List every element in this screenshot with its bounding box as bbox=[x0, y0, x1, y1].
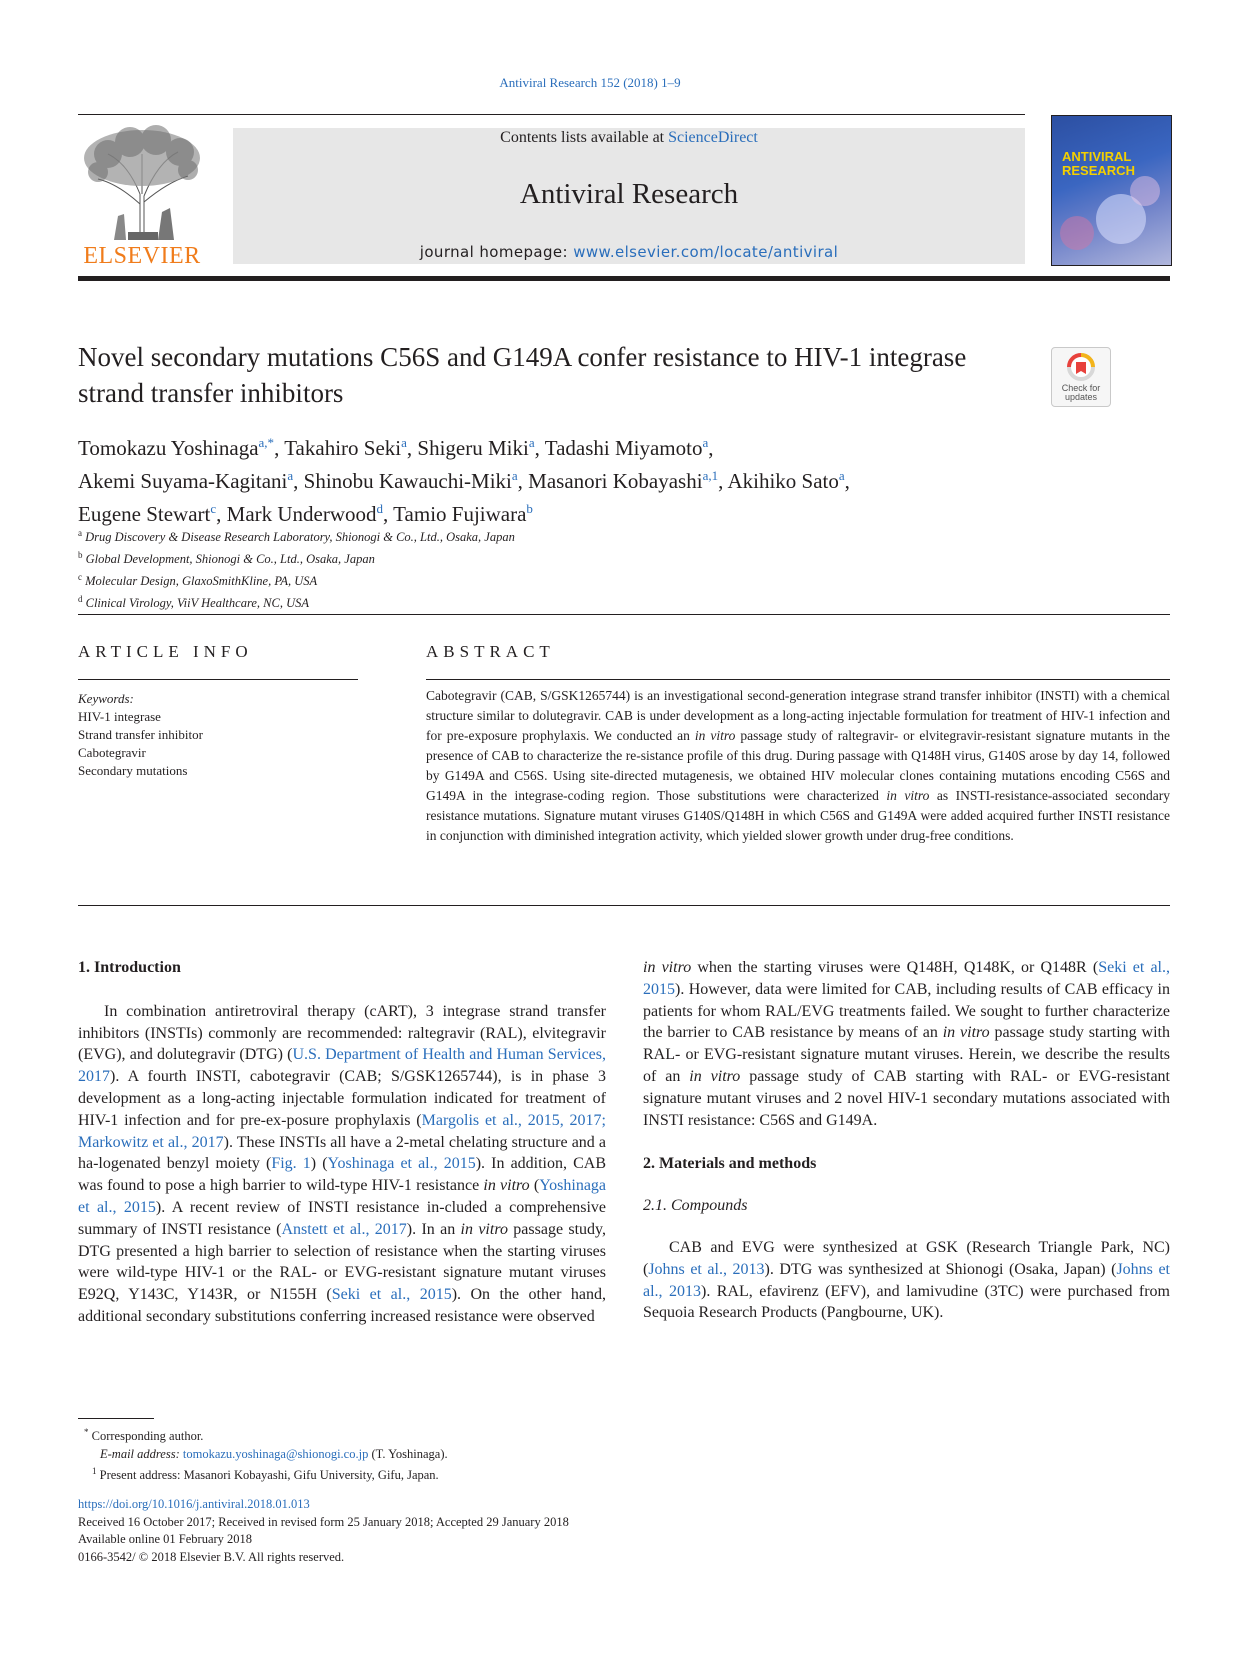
citation-link[interactable]: Anstett et al., 2017 bbox=[281, 1220, 407, 1238]
subsection-heading-compounds: 2.1. Compounds bbox=[643, 1197, 748, 1215]
doi-link[interactable]: https://doi.org/10.1016/j.antiviral.2018.01.013 bbox=[78, 1497, 310, 1511]
footnotes bbox=[78, 1424, 778, 1485]
keyword: Cabotegravir bbox=[78, 745, 146, 760]
intro-paragraph-continued: in vitro when the starting viruses were Q148H, Q148K, or Q148R (Seki et al., 2015). However, data were limited for CAB, including results of CAB efficacy in patients for whom RAL/EVG treatments failed. We sought to further characterize the barrier to CAB resistance by means of an in vitro passage study starting with RAL- or EVG-resistant signature mutant viruses. Herein, we describe the results of an in vitro passage study of CAB starting with RAL- or EVG-resistant signature mutant viruses and 2 novel HIV-1 secondary mutations associated with INSTI resistance: C56S and G149A. bbox=[643, 959, 1170, 1129]
author[interactable]: Masanori Kobayashi$^{a,1}$ bbox=[528, 468, 719, 493]
author[interactable]: Mark Underwood$^d$ bbox=[226, 501, 384, 526]
affiliation: $^c$ Molecular Design, GlaxoSmithKline, PA, USA bbox=[78, 572, 318, 589]
citation-link[interactable]: Margolis et al., 2015, 2017; Markowitz et al., 2017 bbox=[78, 1111, 606, 1151]
author[interactable]: Tamio Fujiwara$^b$ bbox=[393, 501, 533, 526]
footnote-present-address: $^1$ Present address: Masanori Kobayashi, Gifu University, Gifu, Japan. bbox=[92, 1466, 439, 1483]
section-heading-introduction: 1. Introduction bbox=[78, 959, 181, 976]
keyword: Strand transfer inhibitor bbox=[78, 727, 203, 742]
publication-info bbox=[78, 1496, 878, 1566]
intro-paragraph: In combination antiretroviral therapy (cART), 3 integrase strand transfer inhibitors (INSTIs) commonly are recommended: raltegravir (RAL), elvitegravir (EVG), and dolutegravir (DTG) (U.S. Department of Health and Human Services, 2017). A fourth INSTI, cabotegravir (CAB; S/GSK1265744), is in phase 3 development as a long-acting injectable formulation indicated for treatment of HIV-1 infection and for pre-ex-posure prophylaxis (Margolis et al., 2015, 2017; Markowitz et al., 2017). These INSTIs all have a 2-metal chelating structure and a ha-logenated benzyl moiety (Fig. 1) (Yoshinaga et al., 2015). In addition, CAB was found to pose a high barrier to wild-type HIV-1 resistance in vitro (Yoshinaga et al., 2015). A recent review of INSTI resistance in-cluded a comprehensive summary of INSTI resistance (Anstett et al., 2017). In an in vitro passage study, DTG presented a high barrier to selection of resistance when the starting viruses were wild-type HIV-1 or the RAL- or EVG-resistant signature mutant viruses E92Q, Y143C, Y143R, or N155H (Seki et al., 2015). On the other hand, additional secondary substitutions conferring increased resistance were observed bbox=[78, 1002, 607, 1325]
keywords-label: Keywords: bbox=[78, 691, 134, 706]
divider bbox=[78, 905, 1170, 906]
cover-virus-shape bbox=[1060, 216, 1094, 250]
divider bbox=[426, 679, 1170, 680]
cover-title: ANTIVIRAL RESEARCH bbox=[1062, 149, 1135, 178]
author[interactable]: Shinobu Kawauchi-Miki$^a$ bbox=[303, 468, 518, 493]
contents-prefix: Contents lists available at bbox=[500, 129, 669, 146]
divider bbox=[78, 614, 1170, 615]
cover-virus-shape bbox=[1130, 176, 1160, 206]
elsevier-logo[interactable] bbox=[78, 124, 206, 270]
citation-link[interactable]: Yoshinaga et al., 2015 bbox=[327, 1155, 476, 1173]
journal-title: Antiviral Research bbox=[519, 178, 739, 210]
author[interactable]: Akemi Suyama-Kagitani$^a$ bbox=[78, 468, 294, 493]
footnote-email: E-mail address: tomokazu.yoshinaga@shionogi.co.jp (T. Yoshinaga). bbox=[100, 1446, 448, 1461]
citation-link[interactable]: U.S. Department of Health and Human Services, 2017 bbox=[78, 1046, 607, 1086]
affiliation: $^d$ Clinical Virology, ViiV Healthcare, NC, USA bbox=[78, 594, 309, 611]
footnote-rule bbox=[78, 1418, 154, 1419]
email-link[interactable]: tomokazu.yoshinaga@shionogi.co.jp bbox=[182, 1446, 369, 1461]
figure-link[interactable]: Fig. 1 bbox=[271, 1155, 311, 1173]
citation-link[interactable]: Seki et al., 2015 bbox=[643, 959, 1170, 998]
footnote-corresponding: * Corresponding author. bbox=[84, 1427, 204, 1444]
author[interactable]: Akihiko Sato$^a$ bbox=[727, 468, 845, 493]
body-column-right bbox=[643, 957, 1170, 1324]
author[interactable]: Eugene Stewart$^c$ bbox=[78, 501, 217, 526]
citation-link[interactable]: Johns et al., 2013 bbox=[648, 1260, 765, 1278]
citation-link[interactable]: Yoshinaga et al., 2015 bbox=[78, 1177, 607, 1216]
received-dates: Received 16 October 2017; Received in revised form 25 January 2018; Accepted 29 January 2018 bbox=[78, 1514, 569, 1529]
contents-line bbox=[233, 128, 1025, 147]
check-updates-label: Check for updates bbox=[1061, 383, 1101, 402]
author[interactable]: Shigeru Miki$^a$ bbox=[417, 435, 535, 460]
online-date: Available online 01 February 2018 bbox=[78, 1532, 253, 1546]
divider bbox=[78, 679, 358, 680]
check-for-updates-badge[interactable] bbox=[1051, 347, 1111, 407]
affiliation: $^a$ Drug Discovery & Disease Research Laboratory, Shionogi & Co., Ltd., Osaka, Japan bbox=[78, 528, 515, 545]
check-updates-icon bbox=[1061, 352, 1101, 386]
article-info-heading: ARTICLE INFO bbox=[78, 642, 253, 661]
keyword: Secondary mutations bbox=[78, 763, 188, 778]
journal-header-band bbox=[233, 128, 1025, 264]
journal-cover-thumbnail[interactable] bbox=[1051, 115, 1172, 266]
sciencedirect-link[interactable]: ScienceDirect bbox=[668, 129, 758, 146]
copyright: 0166-3542/ © 2018 Elsevier B.V. All rights reserved. bbox=[78, 1549, 345, 1564]
tree-icon bbox=[78, 124, 206, 242]
journal-homepage-line bbox=[233, 243, 1025, 261]
top-rule bbox=[78, 114, 1025, 115]
keywords-block bbox=[78, 690, 358, 780]
author-list: Tomokazu Yoshinaga$^{a,*}$, Takahiro Seki$^a$, Shigeru Miki$^a$, Tadashi Miyamoto$^a$, Akemi Suyama-Kagitani$^a$, Shinobu Kawauchi-Miki$^a$, Masanori Kobayashi$^{a,1}$, Akihiko Sato$^a$, Eugene Stewart$^c$, Mark Underwood$^d$, Tamio Fujiwara$^b$ bbox=[78, 435, 850, 526]
citation-link[interactable]: Seki et al., 2015 bbox=[331, 1286, 452, 1304]
compounds-paragraph: CAB and EVG were synthesized at GSK (Research Triangle Park, NC) (Johns et al., 2013). DTG was synthesized at Shionogi (Osaka, Japan) (Johns et al., 2013). RAL, efavirenz (EFV), and lamivudine (3TC) were purchased from Sequoia Research Products (Pangbourne, UK). bbox=[643, 1238, 1171, 1322]
affiliation: $^b$ Global Development, Shionogi & Co., Ltd., Osaka, Japan bbox=[78, 550, 375, 567]
author[interactable]: Tadashi Miyamoto$^a$ bbox=[544, 435, 709, 460]
abstract-text: Cabotegravir (CAB, S/GSK1265744) is an investigational second-generation integrase strand transfer inhibitor (INSTI) with a chemical structure similar to dolutegravir. CAB is under development as a long-acting injectable formulation for treatment of HIV-1 infection and for pre-exposure prophylaxis. We conducted an in vitro passage study of raltegravir- or elvitegravir-resistant signature mutants in the presence of CAB to characterize the re-sistance profile of this drug. During passage with Q148H virus, G140S arose by day 14, followed by G149A and C56S. Using site-directed mutagenesis, we obtained HIV molecular clones containing mutations encoding C56S and G149A in the integrase-coding region. Those substitutions were characterized in vitro as INSTI-resistance-associated secondary resistance mutations. Signature mutant viruses G140S/Q148H in which C56S and G149A were added acquired further INSTI resistance in conjunction with diminished integration activity, which yielded slower growth under drug-free conditions. bbox=[426, 688, 1170, 843]
author[interactable]: Tomokazu Yoshinaga$^{a,*}$ bbox=[78, 435, 275, 460]
elsevier-wordmark: ELSEVIER bbox=[83, 243, 201, 269]
keyword: HIV-1 integrase bbox=[78, 709, 161, 724]
header-thick-rule bbox=[78, 276, 1170, 281]
homepage-link[interactable]: www.elsevier.com/locate/antiviral bbox=[573, 243, 839, 261]
abstract-heading: ABSTRACT bbox=[426, 642, 555, 661]
affiliations bbox=[78, 524, 778, 613]
paper-title: Novel secondary mutations C56S and G149A confer resistance to HIV-1 integrase strand transfer inhibitors bbox=[78, 342, 967, 408]
body-column-left bbox=[78, 957, 606, 1328]
author[interactable]: Takahiro Seki$^a$ bbox=[284, 435, 407, 460]
homepage-label: journal homepage: bbox=[419, 243, 574, 261]
section-heading-methods: 2. Materials and methods bbox=[643, 1155, 817, 1173]
journal-reference[interactable]: Antiviral Research 152 (2018) 1–9 bbox=[499, 75, 681, 90]
citation-link[interactable]: Johns et al., 2013 bbox=[643, 1260, 1171, 1300]
